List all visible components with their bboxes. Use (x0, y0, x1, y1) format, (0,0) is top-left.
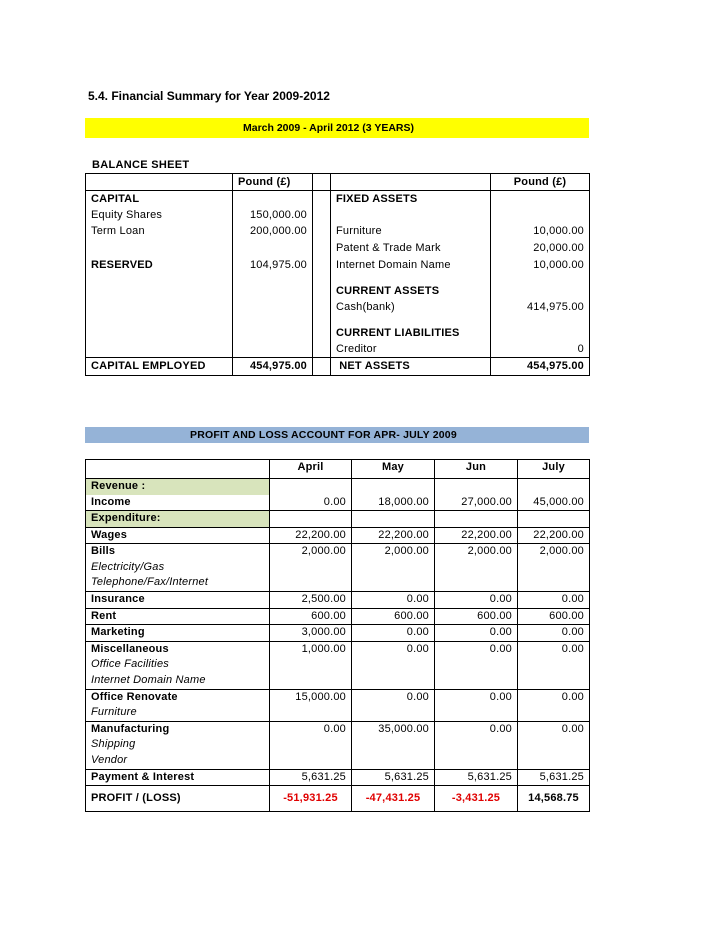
month-header-may: May (352, 460, 435, 479)
income-label: Income (86, 495, 270, 511)
manufacturing-value: 35,000.00 (352, 721, 435, 769)
bills-value: 2,000.00 (270, 544, 352, 592)
insurance-value: 0.00 (352, 592, 435, 609)
current-assets-label: CURRENT ASSETS (331, 283, 491, 299)
insurance-row (86, 592, 590, 609)
pl-header-blank (86, 460, 270, 479)
interest-label: Payment & Interest (91, 770, 195, 783)
wages-value: 22,200.00 (435, 527, 518, 544)
period-banner-text: March 2009 - April 2012 (3 YEARS) (243, 122, 414, 134)
rent-value: 600.00 (435, 608, 518, 625)
balance-sheet-title: BALANCE SHEET (92, 159, 190, 171)
profit-value: -3,431.25 (435, 786, 518, 812)
blank-cell (270, 479, 352, 495)
income-value: 18,000.00 (352, 495, 435, 511)
domain-value: 10,000.00 (491, 257, 590, 283)
insurance-value: 0.00 (435, 592, 518, 609)
month-header-april: April (270, 460, 352, 479)
wages-row (86, 527, 590, 544)
misc-sub-label: Office Facilities (91, 658, 169, 670)
rent-value: 600.00 (270, 608, 352, 625)
insurance-value: 2,500.00 (270, 592, 352, 609)
misc-value: 0.00 (352, 641, 435, 689)
bills-value: 2,000.00 (352, 544, 435, 592)
misc-label: Miscellaneous (91, 642, 169, 655)
revenue-label: Revenue : (86, 479, 270, 495)
reserved-label: RESERVED (86, 257, 233, 283)
misc-label-cell (86, 641, 270, 689)
renovate-value: 15,000.00 (270, 689, 352, 721)
period-banner (85, 118, 589, 138)
blank-cell (435, 511, 518, 528)
wages-value: 22,200.00 (352, 527, 435, 544)
profit-value: 14,568.75 (518, 786, 590, 812)
month-header-july: July (518, 460, 590, 479)
income-value: 0.00 (270, 495, 352, 511)
marketing-value: 0.00 (352, 625, 435, 642)
net-assets-label: NET ASSETS (331, 358, 491, 376)
bills-label-cell (86, 544, 270, 592)
equity-value: 150,000.00 (233, 207, 313, 223)
marketing-label-cell (86, 625, 270, 642)
creditor-value: 0 (491, 341, 590, 358)
misc-value: 0.00 (435, 641, 518, 689)
page-heading: 5.4. Financial Summary for Year 2009-2012 (88, 89, 330, 103)
wages-value: 22,200.00 (518, 527, 590, 544)
patent-label: Patent & Trade Mark (331, 240, 491, 257)
manufacturing-sub-label: Vendor (91, 753, 128, 766)
renovate-row (86, 689, 590, 721)
pound-header-right: Pound (£) (491, 174, 590, 191)
bills-sub-label: Electricity/Gas (91, 560, 165, 573)
blank-cell (352, 511, 435, 528)
cash-value: 414,975.00 (491, 299, 590, 325)
blank-cell (270, 511, 352, 528)
blank-cell (352, 479, 435, 495)
misc-value: 0.00 (518, 641, 590, 689)
insurance-label-cell (86, 592, 270, 609)
renovate-value: 0.00 (435, 689, 518, 721)
renovate-value: 0.00 (518, 689, 590, 721)
manufacturing-sub-label: Shipping (91, 738, 136, 750)
misc-row (86, 641, 590, 689)
renovate-label-cell (86, 689, 270, 721)
pl-header-row (86, 460, 590, 479)
profit-loss-table (85, 459, 590, 812)
equity-label: Equity Shares (86, 207, 233, 223)
income-row (86, 495, 590, 511)
profit-value: -47,431.25 (352, 786, 435, 812)
manufacturing-label-cell (86, 721, 270, 769)
insurance-value: 0.00 (518, 592, 590, 609)
capital-label: CAPITAL (86, 191, 233, 208)
misc-value: 1,000.00 (270, 641, 352, 689)
profit-row (86, 786, 590, 812)
renovate-sub-label: Furniture (91, 706, 137, 718)
pl-banner (85, 427, 589, 443)
term-loan-value: 200,000.00 (233, 223, 313, 240)
rent-value: 600.00 (518, 608, 590, 625)
profit-label: PROFIT / (LOSS) (86, 786, 270, 812)
manufacturing-value: 0.00 (270, 721, 352, 769)
wages-label: Wages (91, 528, 128, 541)
income-value: 45,000.00 (518, 495, 590, 511)
rent-label: Rent (91, 609, 117, 622)
marketing-label: Marketing (91, 626, 145, 638)
bills-value: 2,000.00 (518, 544, 590, 592)
insurance-label: Insurance (91, 593, 145, 605)
interest-row (86, 769, 590, 786)
bills-row (86, 544, 590, 592)
term-loan-label: Term Loan (86, 223, 233, 240)
pound-header-left: Pound (£) (233, 174, 313, 191)
manufacturing-value: 0.00 (518, 721, 590, 769)
expenditure-heading-row (86, 511, 590, 528)
net-assets-value: 454,975.00 (491, 358, 590, 376)
balance-sheet-table (85, 173, 590, 376)
bills-sub-label: Telephone/Fax/Internet (91, 576, 209, 588)
manufacturing-label: Manufacturing (91, 722, 170, 735)
income-value: 27,000.00 (435, 495, 518, 511)
renovate-value: 0.00 (352, 689, 435, 721)
fixed-assets-label: FIXED ASSETS (331, 191, 491, 208)
interest-value: 5,631.25 (435, 769, 518, 786)
blank-cell (435, 479, 518, 495)
reserved-value: 104,975.00 (233, 257, 313, 283)
renovate-label: Office Renovate (91, 690, 178, 703)
manufacturing-row (86, 721, 590, 769)
furniture-label: Furniture (331, 223, 491, 240)
cash-label: Cash(bank) (331, 299, 491, 325)
current-liabilities-label: CURRENT LIABILITIES (331, 325, 491, 341)
interest-value: 5,631.25 (270, 769, 352, 786)
month-header-jun: Jun (435, 460, 518, 479)
domain-label: Internet Domain Name (331, 257, 491, 283)
wages-value: 22,200.00 (270, 527, 352, 544)
blank-cell (518, 479, 590, 495)
profit-value: -51,931.25 (270, 786, 352, 812)
blank-cell (518, 511, 590, 528)
rent-value: 600.00 (352, 608, 435, 625)
misc-sub-label: Internet Domain Name (91, 673, 206, 686)
interest-label-cell (86, 769, 270, 786)
rent-label-cell (86, 608, 270, 625)
creditor-label: Creditor (331, 341, 491, 358)
pl-banner-text: PROFIT AND LOSS ACCOUNT FOR APR- JULY 2009 (190, 429, 457, 441)
capital-employed-value: 454,975.00 (233, 358, 313, 376)
expenditure-label: Expenditure: (86, 511, 270, 528)
revenue-heading-row (86, 479, 590, 495)
manufacturing-value: 0.00 (435, 721, 518, 769)
interest-value: 5,631.25 (352, 769, 435, 786)
marketing-value: 3,000.00 (270, 625, 352, 642)
wages-label-cell (86, 527, 270, 544)
bills-value: 2,000.00 (435, 544, 518, 592)
rent-row (86, 608, 590, 625)
patent-value: 20,000.00 (491, 240, 590, 257)
marketing-value: 0.00 (518, 625, 590, 642)
furniture-value: 10,000.00 (491, 223, 590, 240)
capital-employed-label: CAPITAL EMPLOYED (86, 358, 233, 376)
bills-label: Bills (91, 545, 116, 557)
interest-value: 5,631.25 (518, 769, 590, 786)
marketing-value: 0.00 (435, 625, 518, 642)
marketing-row (86, 625, 590, 642)
